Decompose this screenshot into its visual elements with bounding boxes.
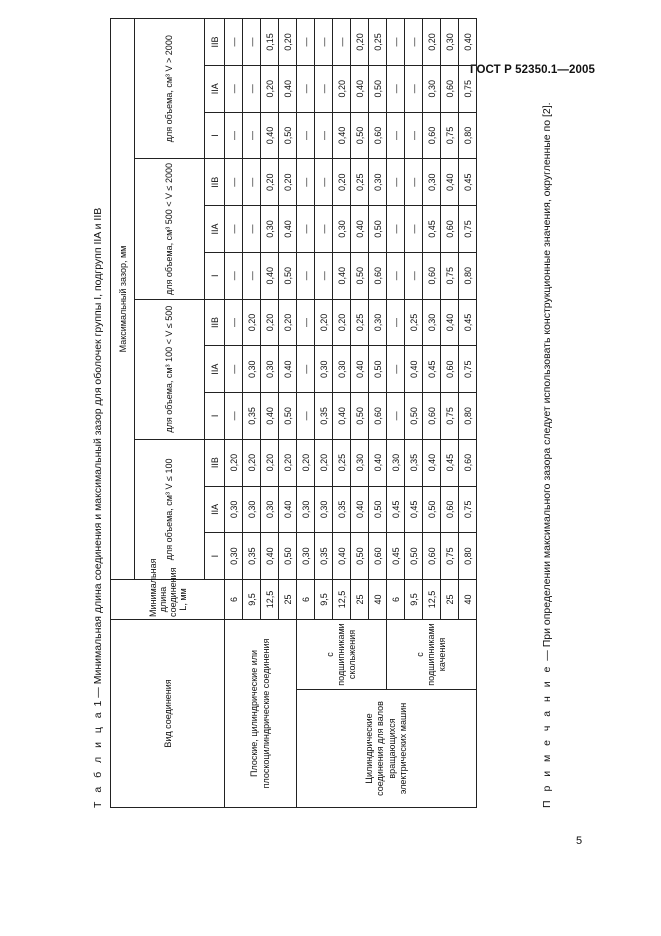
gap-cell: 0,50 bbox=[351, 533, 369, 580]
length-cell: 25 bbox=[351, 579, 369, 619]
gap-cell: 0,40 bbox=[333, 393, 351, 440]
gap-cell: — bbox=[225, 393, 243, 440]
gap-cell: 0,40 bbox=[423, 439, 441, 486]
gap-cell: 0,35 bbox=[405, 439, 423, 486]
rotated-table-area bbox=[86, 8, 564, 828]
gap-cell: 0,30 bbox=[225, 486, 243, 533]
header-subgroup: IIB bbox=[205, 19, 225, 66]
document-code: ГОСТ Р 52350.1—2005 bbox=[470, 64, 595, 76]
gap-cell: 0,40 bbox=[351, 206, 369, 253]
gap-cell: 0,40 bbox=[279, 346, 297, 393]
gap-cell: 0,30 bbox=[423, 299, 441, 346]
gap-cell: — bbox=[405, 19, 423, 66]
gap-cell: 0,20 bbox=[279, 159, 297, 206]
gap-cell: 0,25 bbox=[333, 439, 351, 486]
gap-cell: — bbox=[297, 393, 315, 440]
gap-cell: 0,20 bbox=[333, 299, 351, 346]
caption-text: 1 — Минимальная длина соединения и максимальный зазор для оболочек группы I, подгрупп IIA и IIB bbox=[92, 207, 104, 707]
gap-cell: — bbox=[297, 112, 315, 159]
header-length: Минимальная длина соединения L, мм bbox=[111, 579, 225, 619]
table-note bbox=[541, 102, 553, 808]
gap-cell: 0,30 bbox=[261, 206, 279, 253]
gap-cell: 0,60 bbox=[423, 112, 441, 159]
subsection-name: с подшипниками скольжения bbox=[297, 619, 387, 689]
gap-cell: 0,40 bbox=[261, 533, 279, 580]
gap-cell: 0,20 bbox=[333, 65, 351, 112]
gap-cell: 0,50 bbox=[351, 393, 369, 440]
gap-cell: — bbox=[243, 159, 261, 206]
gap-cell: — bbox=[387, 346, 405, 393]
gap-cell: 0,20 bbox=[315, 299, 333, 346]
header-volume-group: для объема, см³ 100 < V ≤ 500 bbox=[135, 299, 205, 439]
gap-cell: — bbox=[387, 65, 405, 112]
length-cell: 9,5 bbox=[243, 579, 261, 619]
gap-cell: 0,40 bbox=[441, 159, 459, 206]
note-prefix: П р и м е ч а н и е bbox=[541, 663, 553, 808]
gap-cell: 0,75 bbox=[441, 393, 459, 440]
gap-cell: 0,50 bbox=[369, 206, 387, 253]
gap-cell: — bbox=[225, 112, 243, 159]
header-subgroup: IIA bbox=[205, 65, 225, 112]
gap-cell: 0,30 bbox=[243, 346, 261, 393]
gap-cell: — bbox=[387, 206, 405, 253]
gap-cell: 0,35 bbox=[243, 533, 261, 580]
gap-cell: 0,30 bbox=[315, 346, 333, 393]
gap-cell: — bbox=[405, 112, 423, 159]
gap-cell: 0,30 bbox=[387, 439, 405, 486]
header-subgroup: IIA bbox=[205, 346, 225, 393]
gap-cell: 0,50 bbox=[279, 252, 297, 299]
gap-cell: 0,30 bbox=[333, 346, 351, 393]
gap-cell: 0,20 bbox=[279, 299, 297, 346]
length-cell: 9,5 bbox=[315, 579, 333, 619]
gap-cell: — bbox=[297, 252, 315, 299]
gap-cell: — bbox=[225, 346, 243, 393]
gap-cell: 0,60 bbox=[441, 346, 459, 393]
gap-cell: 0,30 bbox=[297, 486, 315, 533]
gap-cell: 0,45 bbox=[387, 533, 405, 580]
gap-cell: 0,60 bbox=[441, 206, 459, 253]
gap-cell: 0,20 bbox=[261, 439, 279, 486]
gap-cell: 0,40 bbox=[405, 346, 423, 393]
gap-cell: 0,80 bbox=[459, 533, 477, 580]
gap-cell: 0,30 bbox=[423, 159, 441, 206]
gap-cell: — bbox=[387, 112, 405, 159]
length-cell: 6 bbox=[297, 579, 315, 619]
gap-cell: — bbox=[387, 299, 405, 346]
gap-cell: 0,30 bbox=[369, 299, 387, 346]
header-max-gap: Максимальный зазор, мм bbox=[111, 19, 135, 580]
gap-cell: 0,50 bbox=[369, 346, 387, 393]
length-cell: 25 bbox=[441, 579, 459, 619]
gap-cell: 0,35 bbox=[315, 393, 333, 440]
gap-cell: 0,80 bbox=[459, 393, 477, 440]
gap-cell: 0,30 bbox=[369, 159, 387, 206]
length-cell: 6 bbox=[225, 579, 243, 619]
gap-cell: 0,20 bbox=[315, 439, 333, 486]
gap-cell: — bbox=[297, 159, 315, 206]
gap-cell: — bbox=[225, 252, 243, 299]
gap-cell: 0,35 bbox=[243, 393, 261, 440]
table-container bbox=[86, 8, 564, 828]
gap-cell: 0,60 bbox=[459, 439, 477, 486]
gap-cell: 0,20 bbox=[243, 439, 261, 486]
gap-cell: 0,35 bbox=[333, 486, 351, 533]
gap-cell: — bbox=[243, 65, 261, 112]
gap-cell: 0,30 bbox=[315, 486, 333, 533]
gap-cell: 0,45 bbox=[405, 486, 423, 533]
gap-cell: — bbox=[225, 65, 243, 112]
gap-cell: — bbox=[315, 65, 333, 112]
gap-cell: 0,60 bbox=[423, 252, 441, 299]
page-number: 5 bbox=[576, 835, 583, 847]
gap-cell: 0,20 bbox=[351, 19, 369, 66]
table-row bbox=[297, 19, 315, 808]
gap-cell: 0,30 bbox=[351, 439, 369, 486]
gap-cell: — bbox=[315, 112, 333, 159]
gap-cell: 0,80 bbox=[459, 112, 477, 159]
gap-cell: — bbox=[243, 19, 261, 66]
gap-cell: — bbox=[387, 393, 405, 440]
section-name: Плоские, цилиндрические или плоскоцилиндрические соединения bbox=[225, 619, 297, 807]
gap-cell: 0,60 bbox=[441, 486, 459, 533]
gap-cell: 0,40 bbox=[351, 486, 369, 533]
gap-cell: — bbox=[225, 19, 243, 66]
gap-cell: 0,25 bbox=[351, 159, 369, 206]
gap-cell: — bbox=[243, 252, 261, 299]
gap-cell: 0,30 bbox=[333, 206, 351, 253]
gap-cell: 0,75 bbox=[459, 65, 477, 112]
gap-cell: 0,75 bbox=[441, 533, 459, 580]
gap-cell: 0,45 bbox=[387, 486, 405, 533]
gap-cell: — bbox=[405, 159, 423, 206]
gap-cell: — bbox=[243, 112, 261, 159]
gap-cell: 0,50 bbox=[405, 393, 423, 440]
length-cell: 40 bbox=[459, 579, 477, 619]
gap-cell: 0,40 bbox=[261, 112, 279, 159]
gap-cell: 0,40 bbox=[351, 346, 369, 393]
gap-cell: 0,50 bbox=[423, 486, 441, 533]
gap-cell: 0,30 bbox=[243, 486, 261, 533]
gap-cell: 0,80 bbox=[459, 252, 477, 299]
gap-cell: 0,60 bbox=[369, 393, 387, 440]
gap-cell: 0,30 bbox=[423, 65, 441, 112]
header-subgroup: I bbox=[205, 533, 225, 580]
gap-cell: 0,25 bbox=[405, 299, 423, 346]
gap-cell: 0,50 bbox=[351, 252, 369, 299]
gap-cell: 0,20 bbox=[261, 299, 279, 346]
gap-cell: 0,75 bbox=[441, 252, 459, 299]
gap-cell: — bbox=[225, 206, 243, 253]
header-volume-group: для объема, см³ V > 2000 bbox=[135, 19, 205, 159]
gap-cell: 0,75 bbox=[459, 346, 477, 393]
gap-cell: 0,15 bbox=[261, 19, 279, 66]
gap-cell: — bbox=[333, 19, 351, 66]
gap-table bbox=[110, 18, 477, 808]
gap-cell: 0,60 bbox=[369, 533, 387, 580]
gap-cell: — bbox=[243, 206, 261, 253]
gap-cell: 0,50 bbox=[369, 65, 387, 112]
gap-cell: — bbox=[315, 206, 333, 253]
gap-cell: — bbox=[225, 159, 243, 206]
length-cell: 9,5 bbox=[405, 579, 423, 619]
gap-cell: 0,20 bbox=[243, 299, 261, 346]
header-volume-group: для объема, см³ V ≤ 100 bbox=[135, 439, 205, 579]
header-volume-group: для объема, см³ 500 < V ≤ 2000 bbox=[135, 159, 205, 299]
length-cell: 12,5 bbox=[261, 579, 279, 619]
gap-cell: — bbox=[297, 206, 315, 253]
gap-cell: 0,20 bbox=[225, 439, 243, 486]
gap-cell: 0,60 bbox=[423, 533, 441, 580]
gap-cell: 0,30 bbox=[225, 533, 243, 580]
header-subgroup: IIB bbox=[205, 299, 225, 346]
gap-cell: 0,50 bbox=[279, 393, 297, 440]
length-cell: 25 bbox=[279, 579, 297, 619]
gap-cell: 0,40 bbox=[351, 65, 369, 112]
gap-cell: 0,40 bbox=[279, 486, 297, 533]
gap-cell: — bbox=[297, 19, 315, 66]
gap-cell: — bbox=[297, 65, 315, 112]
gap-cell: 0,40 bbox=[333, 112, 351, 159]
gap-cell: 0,20 bbox=[261, 159, 279, 206]
header-subgroup: I bbox=[205, 252, 225, 299]
gap-cell: 0,75 bbox=[459, 206, 477, 253]
header-subgroup: IIA bbox=[205, 486, 225, 533]
gap-cell: 0,30 bbox=[297, 533, 315, 580]
gap-cell: 0,60 bbox=[369, 252, 387, 299]
subsection-name: с подшипниками качения bbox=[387, 619, 477, 689]
gap-cell: 0,45 bbox=[423, 346, 441, 393]
table-caption bbox=[92, 208, 104, 808]
gap-cell: 0,50 bbox=[351, 112, 369, 159]
gap-cell: — bbox=[387, 159, 405, 206]
header-subgroup: IIB bbox=[205, 159, 225, 206]
gap-cell: 0,40 bbox=[459, 19, 477, 66]
length-cell: 12,5 bbox=[333, 579, 351, 619]
gap-cell: — bbox=[405, 206, 423, 253]
gap-cell: 0,20 bbox=[297, 439, 315, 486]
gap-cell: — bbox=[297, 299, 315, 346]
gap-cell: — bbox=[225, 299, 243, 346]
gap-cell: 0,75 bbox=[441, 112, 459, 159]
table-row bbox=[225, 19, 243, 808]
length-cell: 6 bbox=[387, 579, 405, 619]
gap-cell: 0,50 bbox=[279, 533, 297, 580]
gap-cell: — bbox=[405, 65, 423, 112]
section-name: Цилиндрические соединения для валов вращающихся электрических машин bbox=[297, 690, 477, 808]
gap-cell: 0,20 bbox=[423, 19, 441, 66]
gap-cell: 0,45 bbox=[423, 206, 441, 253]
gap-cell: — bbox=[315, 19, 333, 66]
gap-cell: 0,75 bbox=[459, 486, 477, 533]
note-text: — При определении максимального зазора следует использовать конструкционные значения, округленные по [2]. bbox=[541, 102, 553, 661]
gap-cell: 0,40 bbox=[369, 439, 387, 486]
gap-cell: 0,60 bbox=[369, 112, 387, 159]
gap-cell: 0,20 bbox=[261, 65, 279, 112]
gap-cell: — bbox=[387, 252, 405, 299]
header-subgroup: IIB bbox=[205, 439, 225, 486]
gap-cell: 0,25 bbox=[369, 19, 387, 66]
caption-prefix: Т а б л и ц а bbox=[92, 709, 104, 808]
gap-cell: 0,30 bbox=[441, 19, 459, 66]
gap-cell: — bbox=[405, 252, 423, 299]
gap-cell: — bbox=[315, 159, 333, 206]
gap-cell: 0,40 bbox=[333, 533, 351, 580]
gap-cell: 0,40 bbox=[261, 393, 279, 440]
gap-cell: 0,50 bbox=[369, 486, 387, 533]
gap-cell: 0,45 bbox=[459, 299, 477, 346]
gap-cell: 0,40 bbox=[261, 252, 279, 299]
gap-cell: 0,60 bbox=[441, 65, 459, 112]
gap-cell: 0,50 bbox=[279, 112, 297, 159]
gap-cell: 0,50 bbox=[405, 533, 423, 580]
gap-cell: 0,20 bbox=[279, 19, 297, 66]
gap-cell: 0,35 bbox=[315, 533, 333, 580]
header-subgroup: I bbox=[205, 393, 225, 440]
length-cell: 12,5 bbox=[423, 579, 441, 619]
header-vid: Вид соединения bbox=[111, 619, 225, 807]
gap-cell: 0,20 bbox=[279, 439, 297, 486]
gap-cell: — bbox=[387, 19, 405, 66]
gap-cell: 0,40 bbox=[279, 65, 297, 112]
gap-cell: 0,60 bbox=[423, 393, 441, 440]
header-subgroup: I bbox=[205, 112, 225, 159]
gap-cell: 0,40 bbox=[333, 252, 351, 299]
table-row bbox=[387, 19, 405, 808]
gap-cell: 0,45 bbox=[441, 439, 459, 486]
gap-cell: 0,45 bbox=[459, 159, 477, 206]
gap-cell: 0,40 bbox=[441, 299, 459, 346]
gap-cell: 0,30 bbox=[261, 486, 279, 533]
gap-cell: 0,30 bbox=[261, 346, 279, 393]
gap-cell: 0,25 bbox=[351, 299, 369, 346]
gap-cell: — bbox=[297, 346, 315, 393]
gap-cell: 0,20 bbox=[333, 159, 351, 206]
gap-cell: — bbox=[315, 252, 333, 299]
gap-cell: 0,40 bbox=[279, 206, 297, 253]
header-subgroup: IIA bbox=[205, 206, 225, 253]
length-cell: 40 bbox=[369, 579, 387, 619]
